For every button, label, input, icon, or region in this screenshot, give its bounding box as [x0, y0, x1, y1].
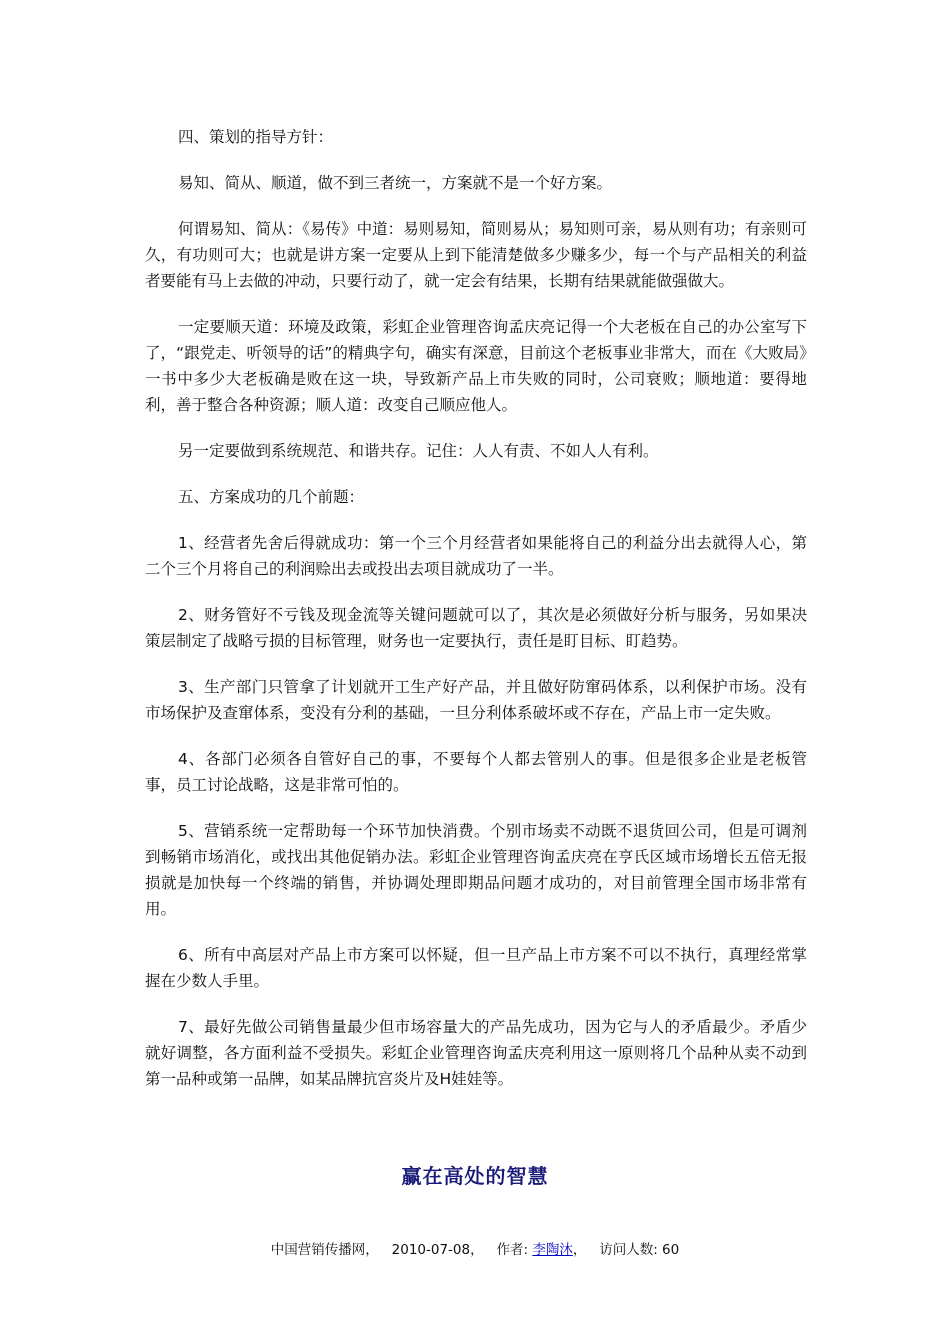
- paragraph: 4、各部门必须各自管好自己的事，不要每个人都去管别人的事。但是很多企业是老板管事，员工讨论战略，这是非常可怕的。: [145, 750, 807, 794]
- paragraph: 易知、简从、顺道，做不到三者统一，方案就不是一个好方案。: [178, 174, 613, 192]
- paragraph: 2、财务管好不亏钱及现金流等关键问题就可以了，其次是必须做好分析与服务，另如果决策层制定了战略亏损的目标管理，财务也一定要执行，责任是盯目标、盯趋势。: [145, 606, 807, 650]
- paragraph: 5、营销系统一定帮助每一个环节加快消费。个别市场卖不动既不退货回公司，但是可调剂到畅销市场消化，或找出其他促销办法。彩虹企业管理咨询孟庆亮在亨氏区域市场增长五倍无报损就是加快每一个终端的销售，并协调处理即期品问题才成功的，对目前管理全国市场非常有用。: [145, 822, 807, 918]
- author-link[interactable]: 李陶沐: [532, 1242, 573, 1258]
- paragraph: 3、生产部门只管拿了计划就开工生产好产品，并且做好防窜码体系，以利保护市场。没有市场保护及查窜体系，变没有分利的基础，一旦分利体系破坏或不存在，产品上市一定失败。: [145, 678, 807, 722]
- paragraph: 何谓易知、简从：《易传》中道：易则易知，简则易从；易知则可亲，易从则有功；有亲则可久，有功则可大；也就是讲方案一定要从上到下能清楚做多少赚多少，每一个与产品相关的利益者要能有马上去做的冲动，只要行动了，就一定会有结果，长期有结果就能做强做大。: [145, 220, 807, 290]
- paragraph: 另一定要做到系统规范、和谐共存。记住：人人有责、不如人人有利。: [178, 442, 659, 460]
- paragraph: 一定要顺天道：环境及政策，彩虹企业管理咨询孟庆亮记得一个大老板在自己的办公室写下了，“跟党走、听领导的话”的精典字句，确实有深意，目前这个老板事业非常大，而在《大败局》一书中多少大老板确是败在这一块，导致新产品上市失败的同时，公司衰败；顺地道：要得地利，善于整合各种资源；顺人道：改变自己顺应他人。: [145, 318, 807, 414]
- author-label: 作者:: [496, 1242, 533, 1258]
- separator-text: ，: [572, 1242, 587, 1258]
- paragraph: 五、方案成功的几个前题：: [178, 488, 365, 506]
- paragraph: 6、所有中高层对产品上市方案可以怀疑，但一旦产品上市方案不可以不执行，真理经常掌握在少数人手里。: [145, 946, 807, 990]
- paragraph: 四、策划的指导方针：: [178, 128, 334, 146]
- article-body: [145, 124, 807, 1112]
- paragraph: 1、经营者先舍后得就成功：第一个三个月经营者如果能将自己的利益分出去就得人心，第二个三个月将自己的利润赊出去或投出去项目就成功了一半。: [145, 534, 807, 578]
- article-title: 赢在高处的智慧: [401, 1164, 549, 1188]
- article-meta: [0, 1238, 950, 1258]
- paragraph: 7、最好先做公司销售量最少但市场容量大的产品先成功，因为它与人的矛盾最少。矛盾少就好调整，各方面利益不受损失。彩虹企业管理咨询孟庆亮利用这一原则将几个品种从卖不动到第一品种或第一品牌，如某品牌抗宫炎片及H娃娃等。: [145, 1018, 807, 1088]
- source-text: 中国营销传播网，: [270, 1242, 379, 1258]
- visits-label: 访问人数:: [599, 1242, 663, 1258]
- date-text: 2010-07-08，: [391, 1242, 484, 1258]
- visits-count: 60: [662, 1242, 680, 1258]
